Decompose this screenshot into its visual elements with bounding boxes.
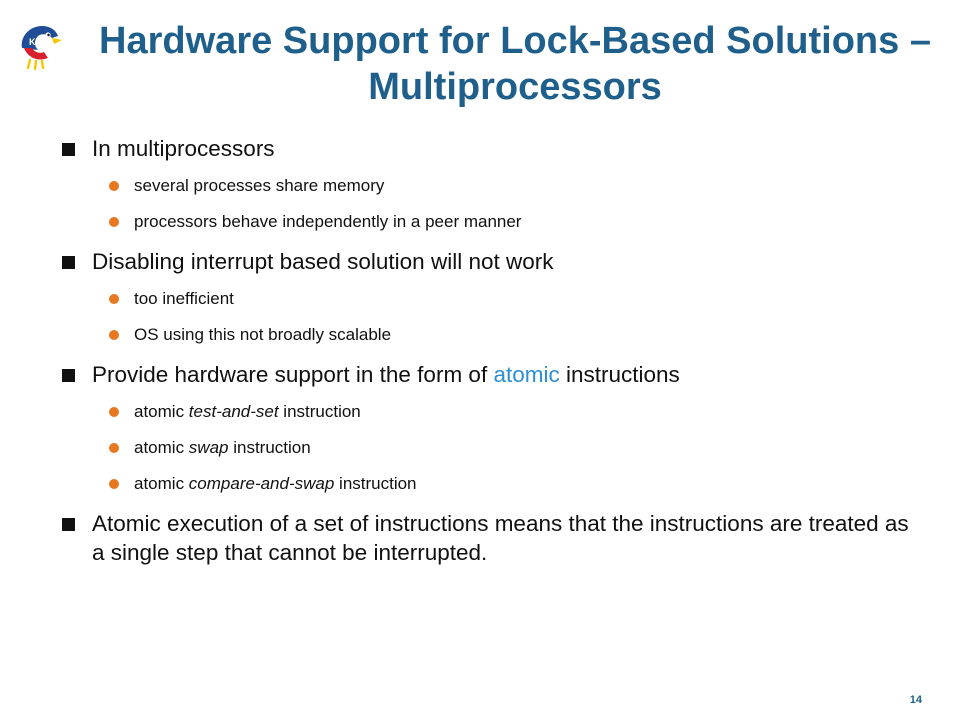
sub-bullet-before: atomic <box>134 474 189 493</box>
sub-bullet-text: too inefficient <box>134 289 234 308</box>
square-bullet-icon <box>62 518 75 531</box>
round-bullet-icon <box>109 294 119 304</box>
bullet-text-after: instructions <box>559 362 680 387</box>
sub-bullet-emphasis: compare-and-swap <box>188 474 335 493</box>
sub-bullet-after: instruction <box>334 474 417 493</box>
sub-bullet-text: several processes share memory <box>134 176 385 195</box>
bullet-item <box>62 360 922 389</box>
sub-bullet-text: OS using this not broadly scalable <box>134 325 392 344</box>
sub-bullet-before: atomic <box>134 438 189 457</box>
bullet-text-before: Provide hardware support in the form of <box>92 362 494 387</box>
sub-bullet-after: instruction <box>228 438 311 457</box>
square-bullet-icon <box>62 369 75 382</box>
sub-bullet-item <box>62 473 922 495</box>
ku-jayhawk-logo <box>14 18 64 70</box>
sub-bullet-text: processors behave independently in a peer manner <box>134 212 522 231</box>
square-bullet-icon <box>62 143 75 156</box>
sub-bullet-before: atomic <box>134 402 189 421</box>
round-bullet-icon <box>109 217 119 227</box>
page-number: 14 <box>909 694 922 706</box>
highlight-atomic: atomic <box>493 362 560 387</box>
round-bullet-icon <box>109 479 119 489</box>
round-bullet-icon <box>109 330 119 340</box>
round-bullet-icon <box>109 443 119 453</box>
slide-content <box>62 134 922 579</box>
sub-bullet-item <box>62 401 922 423</box>
round-bullet-icon <box>109 407 119 417</box>
bullet-item <box>62 247 922 276</box>
sub-bullet-item <box>62 211 922 233</box>
sub-bullet-after: instruction <box>278 402 361 421</box>
bullet-text: Atomic execution of a set of instructions means that the instructions are treated as a single step that cannot be interrupted. <box>92 511 909 565</box>
sub-bullet-item <box>62 175 922 197</box>
sub-bullet-item <box>62 288 922 310</box>
bullet-item <box>62 509 922 567</box>
sub-bullet-item <box>62 324 922 346</box>
bullet-text: Disabling interrupt based solution will not work <box>92 249 554 274</box>
sub-bullet-emphasis: swap <box>188 438 229 457</box>
sub-bullet-emphasis: test-and-set <box>188 402 279 421</box>
bullet-item <box>62 134 922 163</box>
square-bullet-icon <box>62 256 75 269</box>
slide-title: Hardware Support for Lock-Based Solutions – Multiprocessors <box>99 20 931 108</box>
bullet-text: In multiprocessors <box>92 136 275 161</box>
logo-text: KU <box>29 37 42 47</box>
round-bullet-icon <box>109 181 119 191</box>
sub-bullet-item <box>62 437 922 459</box>
